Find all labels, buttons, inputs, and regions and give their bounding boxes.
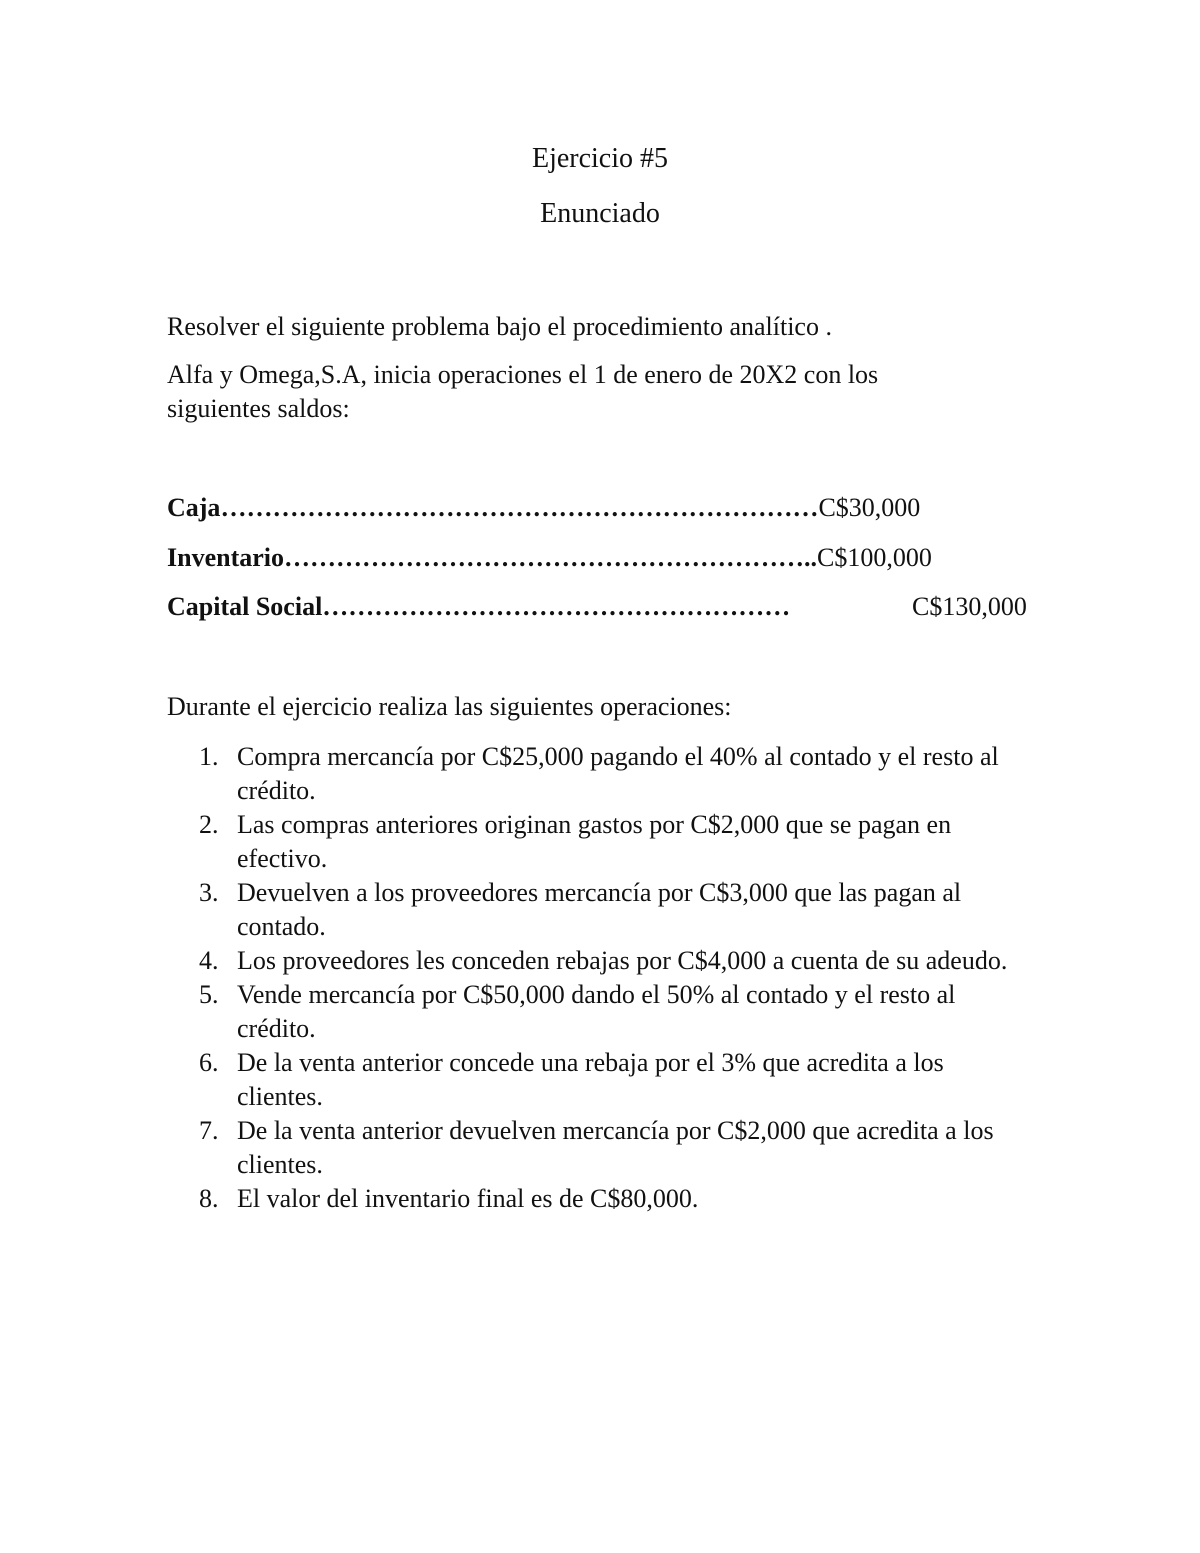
list-text: Compra mercancía por C$25,000 pagando el 40% al contado y el resto al crédito. (237, 742, 999, 805)
list-text: De la venta anterior concede una rebaja por el 3% que acredita a los clientes. (237, 1048, 944, 1111)
balance-leader: ……………………………………………… (322, 592, 791, 621)
statement-paragraph: Alfa y Omega,S.A, inicia operaciones el 1 de enero de 20X2 con los siguientes saldos: (167, 360, 879, 423)
list-number: 2. (199, 810, 219, 839)
list-number: 5. (199, 980, 219, 1009)
balance-amount: C$30,000 (818, 493, 921, 522)
list-item (167, 740, 1027, 808)
balance-leader: …………………………………………………………… (220, 493, 819, 522)
page-title: Ejercicio #5 (531, 143, 669, 174)
balance-line-capital-social (167, 590, 1027, 624)
balance-amount: C$130,000 (912, 592, 1027, 621)
balance-account: Caja (167, 493, 221, 522)
list-number: 1. (199, 742, 219, 771)
balance-line-inventario (167, 541, 932, 575)
operations-list (167, 740, 1027, 1216)
list-number: 8. (199, 1184, 219, 1213)
list-text: El valor del inventario final es de C$80,000. (237, 1184, 699, 1213)
operations-intro: Durante el ejercicio realiza las siguientes operaciones: (167, 692, 732, 721)
list-item (167, 808, 1027, 876)
list-text: De la venta anterior devuelven mercancía por C$2,000 que acredita a los clientes. (237, 1116, 994, 1179)
list-item (167, 876, 1027, 944)
list-item (167, 978, 1027, 1046)
instruction-paragraph: Resolver el siguiente problema bajo el procedimiento analítico . (167, 312, 832, 341)
list-item (167, 1114, 1027, 1182)
list-number: 7. (199, 1116, 219, 1145)
list-item (167, 1046, 1027, 1114)
balance-leader: …………………………………………………….. (284, 543, 817, 572)
list-text: Los proveedores les conceden rebajas por C$4,000 a cuenta de su adeudo. (237, 946, 1008, 975)
list-number: 6. (199, 1048, 219, 1077)
list-number: 4. (199, 946, 219, 975)
list-number: 3. (199, 878, 219, 907)
list-item (167, 944, 1027, 978)
balance-account: Inventario (167, 543, 284, 572)
balance-account: Capital Social (167, 592, 323, 621)
list-text: Vende mercancía por C$50,000 dando el 50% al contado y el resto al crédito. (237, 980, 956, 1043)
list-text: Las compras anteriores originan gastos por C$2,000 que se pagan en efectivo. (237, 810, 952, 873)
balance-amount: C$100,000 (817, 543, 932, 572)
list-text: Devuelven a los proveedores mercancía por C$3,000 que las pagan al contado. (237, 878, 962, 941)
list-item (167, 1182, 1027, 1216)
page-subtitle: Enunciado (540, 198, 660, 229)
balance-line-caja (167, 491, 920, 525)
